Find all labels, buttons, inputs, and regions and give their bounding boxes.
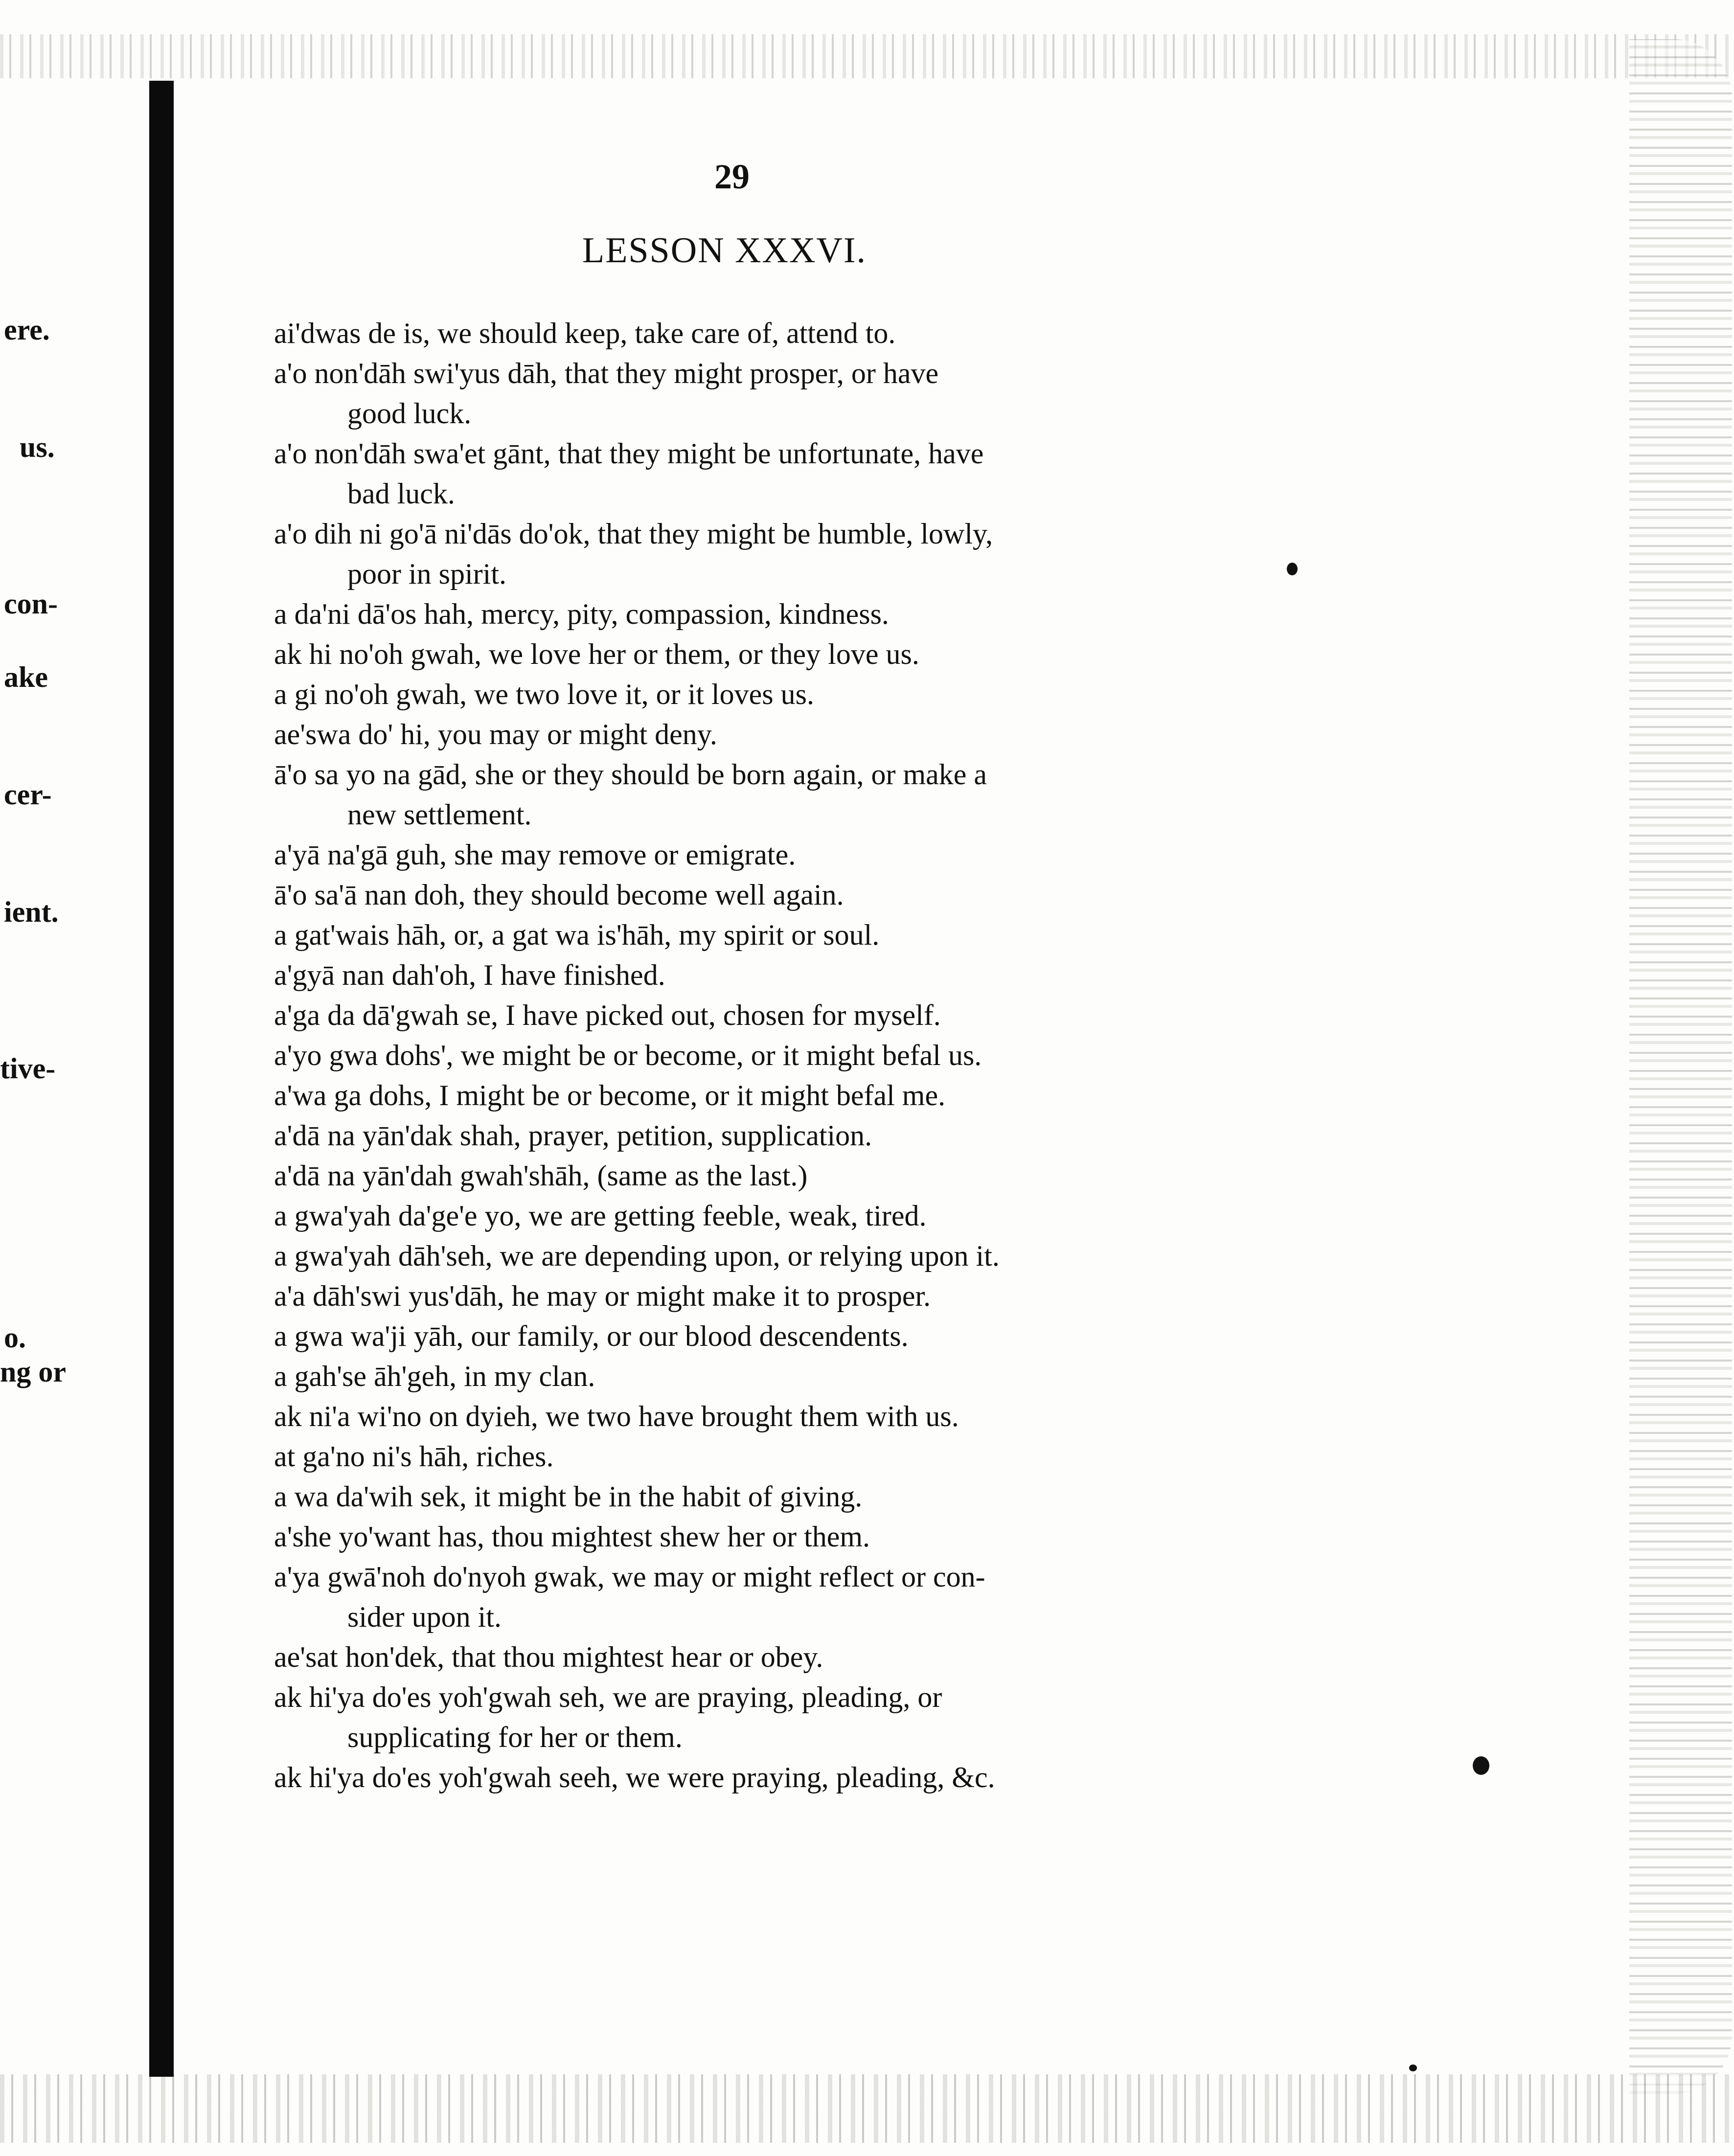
- entry-continuation: bad luck.: [347, 477, 455, 510]
- vocabulary-entry: [274, 1236, 1223, 1276]
- entry-continuation: good luck.: [347, 397, 472, 430]
- ink-blot: [1409, 2065, 1417, 2071]
- entry-text: a gat'wais hāh, or, a gat wa is'hāh, my spirit or soul.: [274, 919, 880, 951]
- vocabulary-entry: [274, 835, 1223, 875]
- scan-edge-right: [1629, 39, 1732, 2094]
- entry-text: a'a dāh'swi yus'dāh, he may or might make it to prosper.: [274, 1280, 931, 1312]
- vocabulary-entry: [274, 754, 1223, 835]
- entry-continuation: new settlement.: [347, 798, 532, 831]
- entry-text: a'ya gwā'noh do'nyoh gwak, we may or might reflect or con-: [274, 1561, 985, 1593]
- vocabulary-entry: [274, 1757, 1223, 1797]
- vocabulary-entry: [274, 1316, 1223, 1356]
- vocabulary-entry: [274, 313, 1223, 353]
- vocabulary-entry: [274, 1677, 1223, 1757]
- book-spine-shadow: [149, 81, 174, 2077]
- scan-edge-bottom: [0, 2074, 1734, 2143]
- previous-page-fragment: tive-: [0, 1052, 56, 1085]
- entry-text: ak hi no'oh gwah, we love her or them, or they love us.: [274, 638, 919, 670]
- entry-text: a gwa'yah da'ge'e yo, we are getting feeble, weak, tired.: [274, 1200, 927, 1232]
- entry-continuation: sider upon it.: [347, 1601, 502, 1633]
- scan-edge-top: [0, 34, 1734, 78]
- vocabulary-entry: [274, 1196, 1223, 1236]
- entry-text: ak hi'ya do'es yoh'gwah seeh, we were praying, pleading, &c.: [274, 1761, 995, 1793]
- entry-text: a'she yo'want has, thou mightest shew her or them.: [274, 1521, 870, 1553]
- vocabulary-entry: [274, 1276, 1223, 1316]
- vocabulary-entry: [274, 353, 1223, 433]
- entry-text: a'o non'dāh swa'et gānt, that they might be unfortunate, have: [274, 437, 984, 470]
- entry-text: a gah'se āh'geh, in my clan.: [274, 1360, 595, 1392]
- entry-text: a gwa'yah dāh'seh, we are depending upon, or relying upon it.: [274, 1240, 1000, 1272]
- entry-text: a'dā na yān'dak shah, prayer, petition, supplication.: [274, 1119, 872, 1152]
- previous-page-fragment: ake: [4, 661, 48, 693]
- entry-continuation: supplicating for her or them.: [347, 1721, 683, 1753]
- vocabulary-entry: [274, 1637, 1223, 1677]
- entry-text: a'yā na'gā guh, she may remove or emigrate.: [274, 839, 796, 871]
- entry-text: ā'o sa'ā nan doh, they should become well again.: [274, 879, 844, 911]
- previous-page-fragment: ng or: [0, 1356, 66, 1388]
- entry-text: a wa da'wih sek, it might be in the habit of giving.: [274, 1480, 863, 1513]
- vocabulary-entry: [274, 915, 1223, 955]
- entry-text: a'o dih ni go'ā ni'dās do'ok, that they might be humble, lowly,: [274, 518, 993, 550]
- vocabulary-entry: [274, 714, 1223, 754]
- lesson-title: LESSON XXXVI.: [582, 230, 867, 271]
- entry-text: ak hi'ya do'es yoh'gwah seh, we are praying, pleading, or: [274, 1681, 942, 1713]
- entry-text: a'ga da dā'gwah se, I have picked out, chosen for myself.: [274, 999, 941, 1031]
- vocabulary-entry: [274, 1035, 1223, 1075]
- vocabulary-entry: [274, 674, 1223, 714]
- previous-page-fragment: us.: [20, 431, 55, 463]
- entry-text: a'yo gwa dohs', we might be or become, or it might befal us.: [274, 1039, 982, 1071]
- entry-text: a gi no'oh gwah, we two love it, or it loves us.: [274, 678, 814, 710]
- previous-page-fragment: o.: [4, 1321, 26, 1354]
- previous-page-fragment: ient.: [4, 896, 59, 928]
- vocabulary-entry: [274, 1115, 1223, 1156]
- ink-blot: [1473, 1756, 1489, 1775]
- entry-text: ai'dwas de is, we should keep, take care of, attend to.: [274, 317, 896, 349]
- vocabulary-entry: [274, 875, 1223, 915]
- page-number: 29: [714, 157, 750, 196]
- previous-page-fragment: con-: [4, 588, 58, 620]
- vocabulary-entry: [274, 1396, 1223, 1436]
- vocabulary-entry: [274, 1476, 1223, 1517]
- vocabulary-entry: [274, 1075, 1223, 1115]
- entry-text: ā'o sa yo na gād, she or they should be born again, or make a: [274, 758, 987, 791]
- entry-text: a'wa ga dohs, I might be or become, or it might befal me.: [274, 1079, 946, 1112]
- entry-text: at ga'no ni's hāh, riches.: [274, 1440, 554, 1473]
- previous-page-fragment: cer-: [4, 778, 52, 811]
- vocabulary-entry: [274, 514, 1223, 594]
- previous-page-margin: [0, 0, 147, 2156]
- vocabulary-entry: [274, 1436, 1223, 1476]
- entry-text: ae'sat hon'dek, that thou mightest hear or obey.: [274, 1641, 823, 1673]
- ink-blot: [1287, 563, 1298, 575]
- vocabulary-entry: [274, 995, 1223, 1035]
- vocabulary-entry: [274, 955, 1223, 995]
- entry-text: a'dā na yān'dah gwah'shāh, (same as the last.): [274, 1159, 808, 1192]
- entry-continuation: poor in spirit.: [347, 558, 506, 590]
- entry-text: ae'swa do' hi, you may or might deny.: [274, 718, 717, 750]
- vocabulary-list: [274, 313, 1223, 1797]
- entry-text: a da'ni dā'os hah, mercy, pity, compassion, kindness.: [274, 598, 889, 630]
- entry-text: a'gyā nan dah'oh, I have finished.: [274, 959, 665, 991]
- vocabulary-entry: [274, 1517, 1223, 1557]
- vocabulary-entry: [274, 1557, 1223, 1637]
- entry-text: ak ni'a wi'no on dyieh, we two have brought them with us.: [274, 1400, 959, 1432]
- previous-page-fragment: ere.: [4, 314, 50, 346]
- entry-text: a'o non'dāh swi'yus dāh, that they might prosper, or have: [274, 357, 939, 389]
- entry-text: a gwa wa'ji yāh, our family, or our blood descendents.: [274, 1320, 909, 1352]
- vocabulary-entry: [274, 1356, 1223, 1396]
- vocabulary-entry: [274, 433, 1223, 514]
- vocabulary-entry: [274, 594, 1223, 634]
- vocabulary-entry: [274, 634, 1223, 674]
- vocabulary-entry: [274, 1156, 1223, 1196]
